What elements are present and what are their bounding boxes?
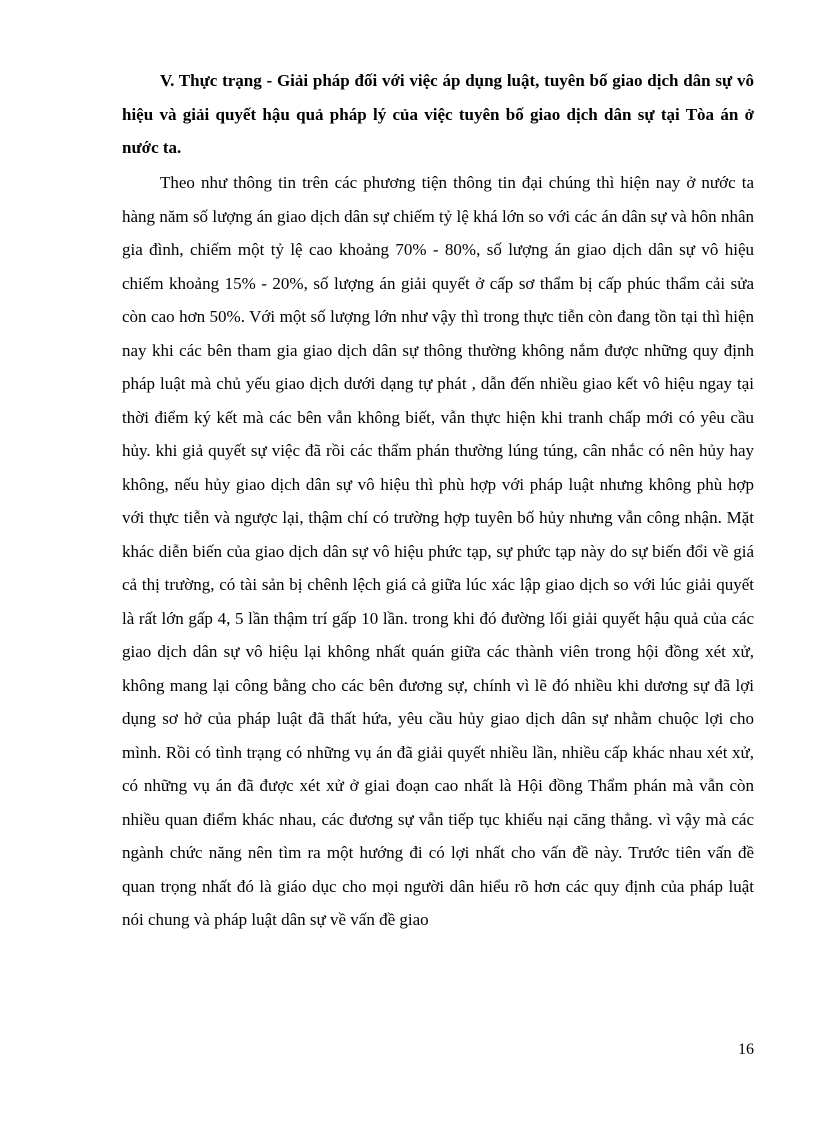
section-heading: V. Thực trạng - Giải pháp đối với việc áp dụng luật, tuyên bố giao dịch dân sự vô hiệu và giải quyết hậu quả pháp lý của việc tuyên bố giao dịch dân sự tại Tòa án ở nước ta. [122,71,754,157]
body-paragraph: Theo như thông tin trên các phương tiện thông tin đại chúng thì hiện nay ở nước ta hàng năm số lượng án giao dịch dân sự chiếm tỷ lệ khá lớn so với các án dân sự và hôn nhân gia đình, chiếm một tỷ lệ cao khoảng 70% - 80%, số lượng án giao dịch dân sự vô hiệu chiếm khoảng 15% - 20%, số lượng án giải quyết ở cấp sơ thẩm bị cấp phúc thẩm cải sửa còn cao hơn 50%. Với một số lượng lớn như vậy thì trong thực tiễn còn đang tồn tại thì hiện nay khi các bên tham gia giao dịch dân sự thông thường không nắm được những quy định pháp luật mà chủ yếu giao dịch dưới dạng tự phát , dẫn đến nhiều giao kết vô hiệu ngay tại thời điểm ký kết mà các bên vẫn không biết, vẫn thực hiện khi tranh chấp mới có yêu cầu hủy. khi giả quyết sự việc đã rồi các thẩm phán thường lúng túng, cân nhắc có nên hủy hay không, nếu hủy giao dịch dân sự vô hiệu thì phù hợp với pháp luật nhưng không phù hợp với thực tiễn và ngược lại, thậm chí có trường hợp tuyên bố hủy nhưng vẫn công nhận. Mặt khác diễn biến của giao dịch dân sự vô hiệu phức tạp, sự phức tạp này do sự biến đổi về giá cả thị trường, có tài sản bị chênh lệch giá cả giữa lúc xác lập giao dịch so với lúc giải quyết là rất lớn gấp 4, 5 lần thậm trí gấp 10 lần. trong khi đó đường lối giải quyết hậu quả của các giao dịch dân sự vô hiệu lại không nhất quán giữa các thành viên trong hội đồng xét xử, không mang lại công bằng cho các bên đương sự, chính vì lẽ đó nhiều khi dương sự đã lợi dụng sơ hở của pháp luật đã thất hứa, yêu cầu hủy giao dịch dân sự nhằm chuộc lợi cho mình. Rồi có tình trạng có những vụ án đã giải quyết nhiều lần, nhiều cấp khác nhau xét xử, có những vụ án đã được xét xử ở giai đoạn cao nhất là Hội đồng Thẩm phán mà vẫn còn nhiều quan điểm khác nhau, các đương sự vẫn tiếp tục khiếu nại căng thẳng. vì vậy mà các ngành chức năng nên tìm ra một hướng đi có lợi nhất cho vấn đề này. Trước tiên vấn đề quan trọng nhất đó là giáo dục cho mọi người dân hiểu rõ hơn các quy định của pháp luật nói chung và pháp luật dân sự về vấn đề giao [122,173,754,929]
page-number: 16 [738,1041,754,1058]
